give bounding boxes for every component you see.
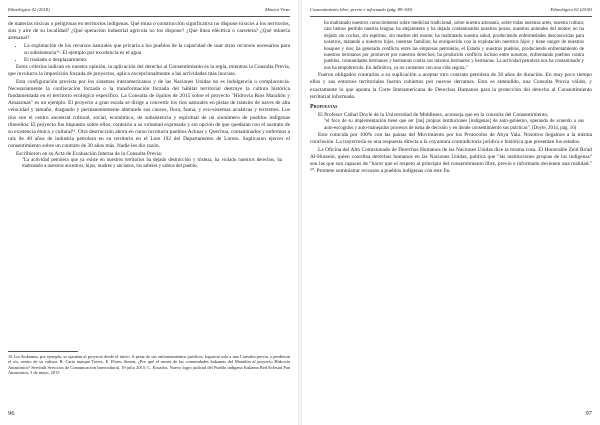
- body-text: [8, 21, 290, 171]
- section-heading: Propuestas: [310, 104, 338, 111]
- right-page: [302, 0, 600, 425]
- paragraph: Estos criterios indican en nuestra opinión, la aplicación del derecho al Consentimiento es la regla, mientras la Consulta Previa, que involucra la imposición forzada de proyectos, aplica excepcionalmente a las actividades más inocuas.: [8, 64, 290, 78]
- left-page: [0, 0, 298, 425]
- running-header: [8, 6, 290, 17]
- quote-text: "La actividad petrolera que ya existe en nuestros territorios ha dejado destrucción y tristeza, ha violado nuestros derechos, ha maltratado a nuestros ancestros, hijos, madres y ancianos, los saberes y sabios del pueblo;: [22, 157, 282, 170]
- paragraph: Esto coincida por 100% con las pautas del Movimiento por los Protocolos de Abya Yala. Nosotros llegamos a la misma conclusión. La trayectoria es una respuesta directa a la coyuntura contradictoria jurídica e histórica que presentan los estados.: [310, 132, 592, 146]
- block-quote: [310, 21, 592, 72]
- paragraph: El Profesor Cathal Doyle de la Universidad de Middlesex, aconseja que en la consulta del Consentimiento,: [318, 112, 549, 119]
- paragraph: de materias tóxicas o peligrosas en territorios indígenas. Qué mina o construcción significativa no dispone tóxicos a los territorios, sios y aire de su localidad? ¿Qué operación industrial agrícola no los dispone? ¿Qué línea eléctrica o carretera? ¿Qué minería artesanal?: [8, 21, 290, 42]
- body-text: [310, 21, 592, 176]
- block-quote: [8, 158, 290, 171]
- journal-name: Ethnológica 02 (2018): [550, 7, 592, 12]
- paragraph: Esta configuración prevista por los sistemas interamericanos y de las Naciones Unidas no es indulgencia o complacencia. Necesariamente la confiscación forzada o la transformación forzada del hábitat territorial destruye la cultura histórica fundamentada en el territorio ecológico específico. La Consulta de Iquitos de 2015 sobre el proyecto "Hidrovía Ríos Marañón y Amazonas" es un ejemplo. El proyecto a gran escala se dirige a convertir los ríos naturales en pistas de tránsito de naves de alta velocidad y tamaño, dragando y permanentemente alterando sus cauces, flora, fauna, y eco-sistemas acuáticas y terrestres. Los ríos son el centro ancestral cultural, social, económico, de subsistencia y espiritual de un sinnúmero de pueblos indígenas ribereños. El proyecto fue impuesto sobre ellos, contrario a su voluntad expresada y sin opción de que quedaran con el sustrato de su existencia étnica y cultural¹⁶. Otra destrucción ahora en curso involucra pueblos Achuar y Quechua, contaminados y enfermos a raíz de 40 años de industria petrolera en su territorio en el Lote 192 del Departamento de Loreto. Suplicaron ejercer el consentimiento sobre un contrato de 30 años más. Nadie les dio razón.: [8, 78, 290, 150]
- page-number: 97: [585, 410, 592, 417]
- running-header: [310, 6, 592, 17]
- paragraph: Fueron obligados contrarios a su suplicación a aceptar otro contrato petrolera de 30 años de duración. En muy poco tiempo ellos y sus entornos territoriales fueron cubiertos por nuevos derrames. Esto es entendido, una Consulta Previa válido, y exactamente lo que apunta la Corte Interamericana de Derechos Humanos para la protección del derecho al Consentimiento territorial informado.: [310, 72, 592, 100]
- author-name: Mónica Vivar: [264, 7, 290, 12]
- paragraph: La Oficina del Alto Comisionado de Derechos Humanos de las Naciones Unidas dice la misma cosa. El Honorable Zeid Ra'ad Al-Hussein, quien coordina derechos humanos en las Naciones Unidas, publica que "las instituciones propias de los indígenas" son las que son capaces de "hacer que el respeto al principio del consentimiento libre, previo e informado devienen una realidad." ²⁰. Promete suministrar recursos a pueblos indígenas con este fin.: [310, 146, 592, 175]
- criteria-list: [8, 43, 290, 65]
- footnote: 16 Los Kukamas, por ejemplo, se oponían al proyecto desde el inicio. A pesar de sus enfrentamientos jurídicos, lograron solo a una Consulta previa, y perdieron el río, centro de su cultura. R. Carta marque Torres, E. Flores Simón, ¿Por qué el rumor de las comunidades kukamas del Marañón al proyecto Hidrovía Amazónica? Servindi Servicios de Comunicación Intercultural, 19 julio 2015; C. Ecuador, Nuevo logro judicial del Pueblo indígena Kukama Red Eclesial Pan Amazónica, 3 de mayo, 2015: [8, 354, 290, 376]
- block-quote: [310, 119, 592, 132]
- paragraph: Escribieron en su Acta de Evaluación Interna de la Consulta Previa:: [16, 150, 163, 157]
- list-item: • La explotación de los recursos naturales que privaría a los pueblos de la capacidad de usar otros recursos necesarios para su subsistencia¹⁶. El ejemplo por excelencia es el agua: [24, 43, 290, 57]
- footnote-rule: [8, 351, 78, 352]
- quote-text: ha maltratado nuestros conocimientos sobre medicina tradicional, sobre nuestra artesanía, sobre todas nuestras artes, nuestra cultura; casi hemos perdido nuestra lengua; ha alejamiento y ha dejado contaminados nuestros pozos, nuestros animales del monte; no ha dejado sin cochas, sin espíritus, sin madres del monte; ha maltratado nuestra salud, produciendo enfermedades desconocidas para nosotros, matando a nuestros hijos, nuestras familias; ha enriquecido con la explotación nuestros hijos y tiene sangre de nuestros bosques y ríos; ha generado conflicto entre las empresas petroleras, el Estado y nuestros pueblos, produciendo enfrentamiento de nuestros hermanos por promover por nuestros derechos; ha producido conflicto incluso entre nosotros, enfrentando pueblos contra pueblos, comunidades hermanos y hermanas contra sus mismos hermanos y hermanas. La actividad petrolera nos ha contaminado y nos ha empobrecido. En definitiva, ya no contamos con una vida segura.": [324, 21, 584, 71]
- list-item: • El traslado o desplazamiento.: [24, 57, 290, 64]
- article-title: Consentimiento libre, previo e informado (pág. 89-100): [310, 7, 413, 12]
- page-number: 96: [8, 410, 15, 417]
- journal-name: Ethnológica 02 (2018): [8, 7, 50, 12]
- quote-text: "el foco de su implementación tiene que ser [las] propias instituciones [indígenas] de auto-gobierno, operando de acuerdo a sus auto-escogidos y auto-manejados procesos de toma de decisión y en donde consentimiento sus prácticas". (Doyle, 2014, pág. 16): [324, 119, 584, 131]
